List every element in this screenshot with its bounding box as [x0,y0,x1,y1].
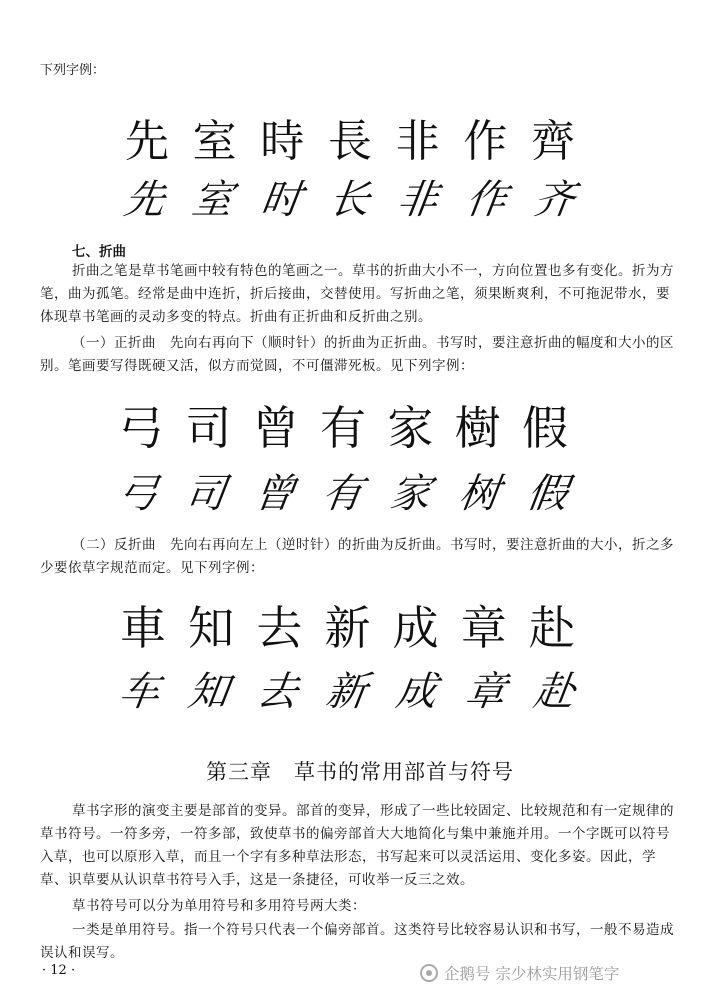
char: 齊 [530,116,575,167]
char: 弓 [118,401,164,455]
char: 弓 [114,471,161,517]
example-row-2-regular [118,392,568,458]
char: 车 [116,669,163,715]
char: 赴 [531,669,578,715]
char: 家 [387,471,435,517]
char: 先 [121,177,168,223]
char: 成 [392,669,440,715]
char: 章 [460,601,507,655]
char: 車 [120,601,166,655]
char: 赴 [528,601,575,655]
char: 树 [455,471,503,517]
char: 成 [392,601,439,655]
paragraph-reverse-fold: （二）反折曲 先向右再向左上（逆时针）的折曲为反折曲。书写时，要注意折曲的大小，折之多少要依草字规范而定。见下列字例： [40,537,674,576]
char: 作 [463,116,508,167]
paragraph-positive-fold: （一）正折曲 先向右再向下（顺时针）的折曲为正折曲。书写时，要注意折曲的幅度和大小的区别。笔画要写得既硬又活，似方而觉圆，不可僵滞死板。见下列字例： [40,335,674,374]
char: 樹 [454,401,501,455]
char: 室 [189,177,237,223]
example-row-2-cursive [114,462,571,519]
char: 长 [326,177,373,223]
char: 司 [185,401,232,455]
char: 曾 [250,471,298,517]
char: 知 [188,601,235,655]
paragraph-single-symbols: 一类是单用符号。指一个符号只代表一个偏旁部首。这类符号比较容易认识和书写，一般不易造成误认和误写。 [40,922,674,961]
char: 新 [324,601,371,655]
char: 去 [254,669,302,715]
chapter-name: 草书的常用部首与符号 [294,760,514,784]
example-row-3-regular [120,592,575,658]
char: 齐 [531,177,578,223]
char: 長 [327,116,372,167]
char: 先 [125,116,169,167]
char: 有 [319,401,366,455]
paragraph-folding-strokes: 折曲之笔是草书笔画中较有特色的笔画之一。草书的折曲大小不一，方向位置也多有变化。折为方笔，曲为孤笔。经常是曲中连折，折后接曲，交替使用。写折曲之笔，须果断爽利，不可拖泥带水，要体现草书笔画的灵动多变的特点。折曲有正折曲和反折曲之别。 [40,263,674,325]
intro-text: 下列字例： [40,63,106,78]
char: 作 [462,177,510,223]
char: 室 [192,116,237,167]
char: 知 [185,669,232,715]
char: 时 [257,177,305,223]
char: 非 [395,116,440,167]
watermark-text: 企鹅号 宗少林实用钢笔字 [444,965,620,983]
chapter-title [0,756,720,786]
char: 章 [462,669,509,715]
chapter-label: 第三章 [206,760,272,784]
example-row-1-cursive [121,168,578,225]
char: 有 [319,471,366,517]
page-number: · 12 · [42,963,76,978]
char: 假 [521,401,568,455]
paragraph-chapter-intro: 草书字形的演变主要是部首的变异。部首的变异，形成了一些比较固定、比较规范和有一定规律的草书符号。一符多旁，一符多部，致使草书的偏旁部首大大地简化与集中兼施并用。一个字既可以符号入草，也可以原形入草，而且一个字有多种草法形态，书写起来可以灵活运用、变化多姿。因此，学草、识草要从认识草书符号入手，这是一条捷径，可收举一反三之效。 [40,803,674,888]
char: 曾 [252,401,299,455]
char: 新 [323,669,371,715]
char: 去 [256,601,303,655]
char: 司 [182,471,230,517]
example-row-3-cursive [116,660,578,717]
char: 非 [394,177,442,223]
char: 家 [387,401,434,455]
paragraph-symbol-types: 草书符号可以分为单用符号和多用符号两大类： [72,898,366,914]
watermark [420,962,619,984]
section-heading-7: 七、折曲 [72,244,126,260]
char: 假 [524,471,571,517]
penguin-logo-icon [420,964,438,982]
example-row-1-regular [125,105,575,169]
char: 時 [260,116,305,167]
